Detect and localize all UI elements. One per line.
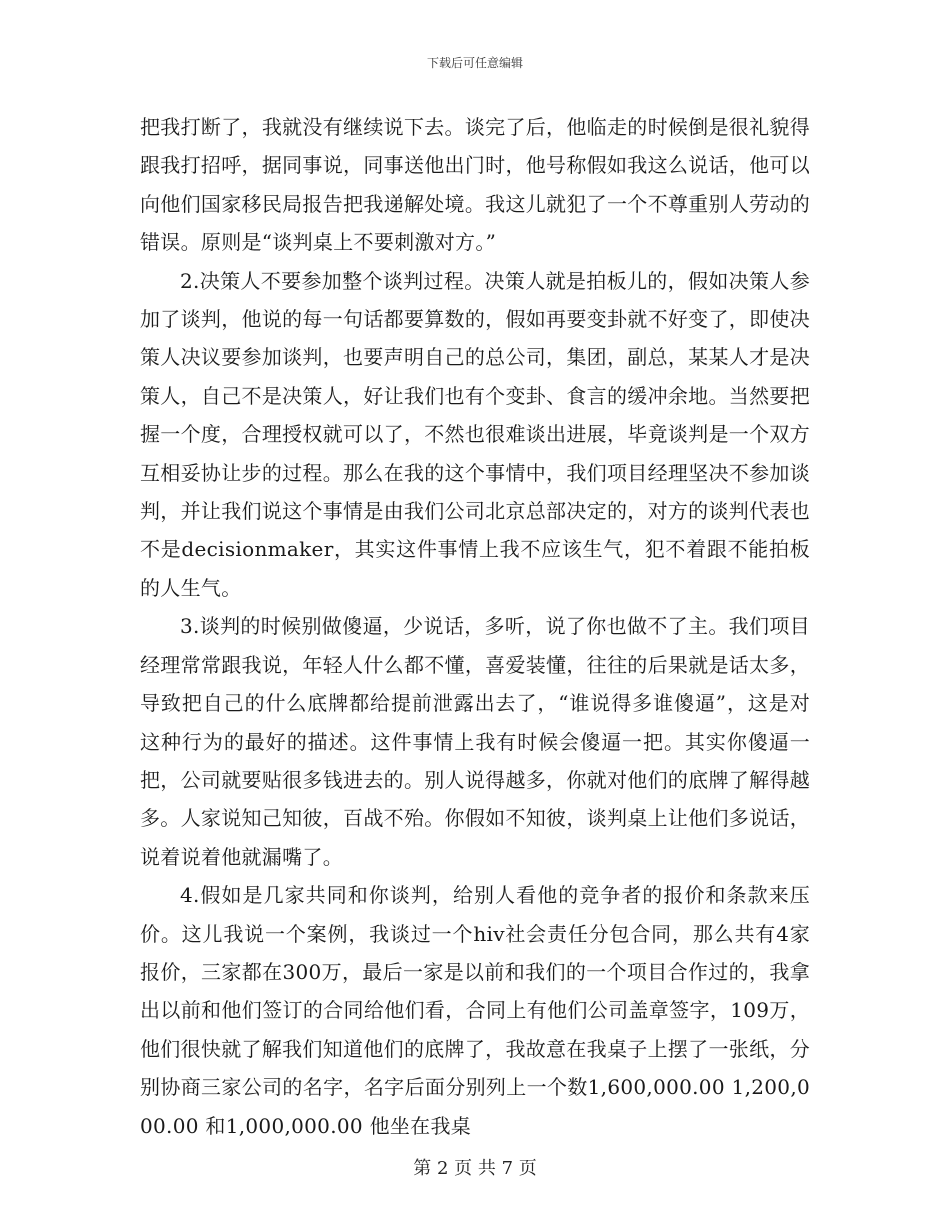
- paragraph-4: 4.假如是几家共同和你谈判，给别人看他的竞争者的报价和条款来压价。这儿我说一个案例，我谈过一个hiv社会责任分包合同，那么共有4家报价，三家都在300万，最后一家是以前和我们的一个项目合作过的，我拿出以前和他们签订的合同给他们看，合同上有他们公司盖章签字，109万，他们很快就了解我们知道他们的底牌了，我故意在我桌子上摆了一张纸，分别协商三家公司的名字，名字后面分别列上一个数1,600,000.00 1,200,000.00 和1,000,000.00 他坐在我桌: [140, 883, 810, 1138]
- page-header: 下载后可任意编辑: [426, 56, 523, 70]
- paragraph-2: 2.决策人不要参加整个谈判过程。决策人就是拍板儿的，假如决策人参加了谈判，他说的每一句话都要算数的，假如再要变卦就不好变了，即使决策人决议要参加谈判，也要声明自己的总公司，集团，副总，某某人才是决策人，自己不是决策人，好让我们也有个变卦、食言的缓冲余地。当然要把握一个度，合理授权就可以了，不然也很难谈出进展，毕竟谈判是一个双方互相妥协让步的过程。那么在我的这个事情中，我们项目经理坚决不参加谈判，并让我们说这个事情是由我们公司北京总部决定的，对方的谈判代表也不是decisionmaker，其实这件事情上我不应该生气，犯不着跟不能拍板的人生气。: [140, 268, 810, 600]
- document-body: [140, 108, 810, 1145]
- page-footer: 第 2 页 共 7 页: [413, 1158, 537, 1179]
- paragraph-3: 3.谈判的时候别做傻逼，少说话，多听，说了你也做不了主。我们项目经理常常跟我说，年轻人什么都不懂，喜爱装懂，往往的后果就是话太多，导致把自己的什么底牌都给提前泄露出去了，“谁说得多谁傻逼”，这是对这种行为的最好的描述。这件事情上我有时候会傻逼一把。其实你傻逼一把，公司就要贴很多钱进去的。别人说得越多，你就对他们的底牌了解得越多。人家说知己知彼，百战不殆。你假如不知彼，谈判桌上让他们多说话，说着说着他就漏嘴了。: [140, 614, 810, 869]
- paragraph-1: 把我打断了，我就没有继续说下去。谈完了后，他临走的时候倒是很礼貌得跟我打招呼，据同事说，同事送他出门时，他号称假如我这么说话，他可以向他们国家移民局报告把我递解处境。我这儿就犯了一个不尊重别人劳动的错误。原则是“谈判桌上不要刺激对方。”: [140, 115, 810, 255]
